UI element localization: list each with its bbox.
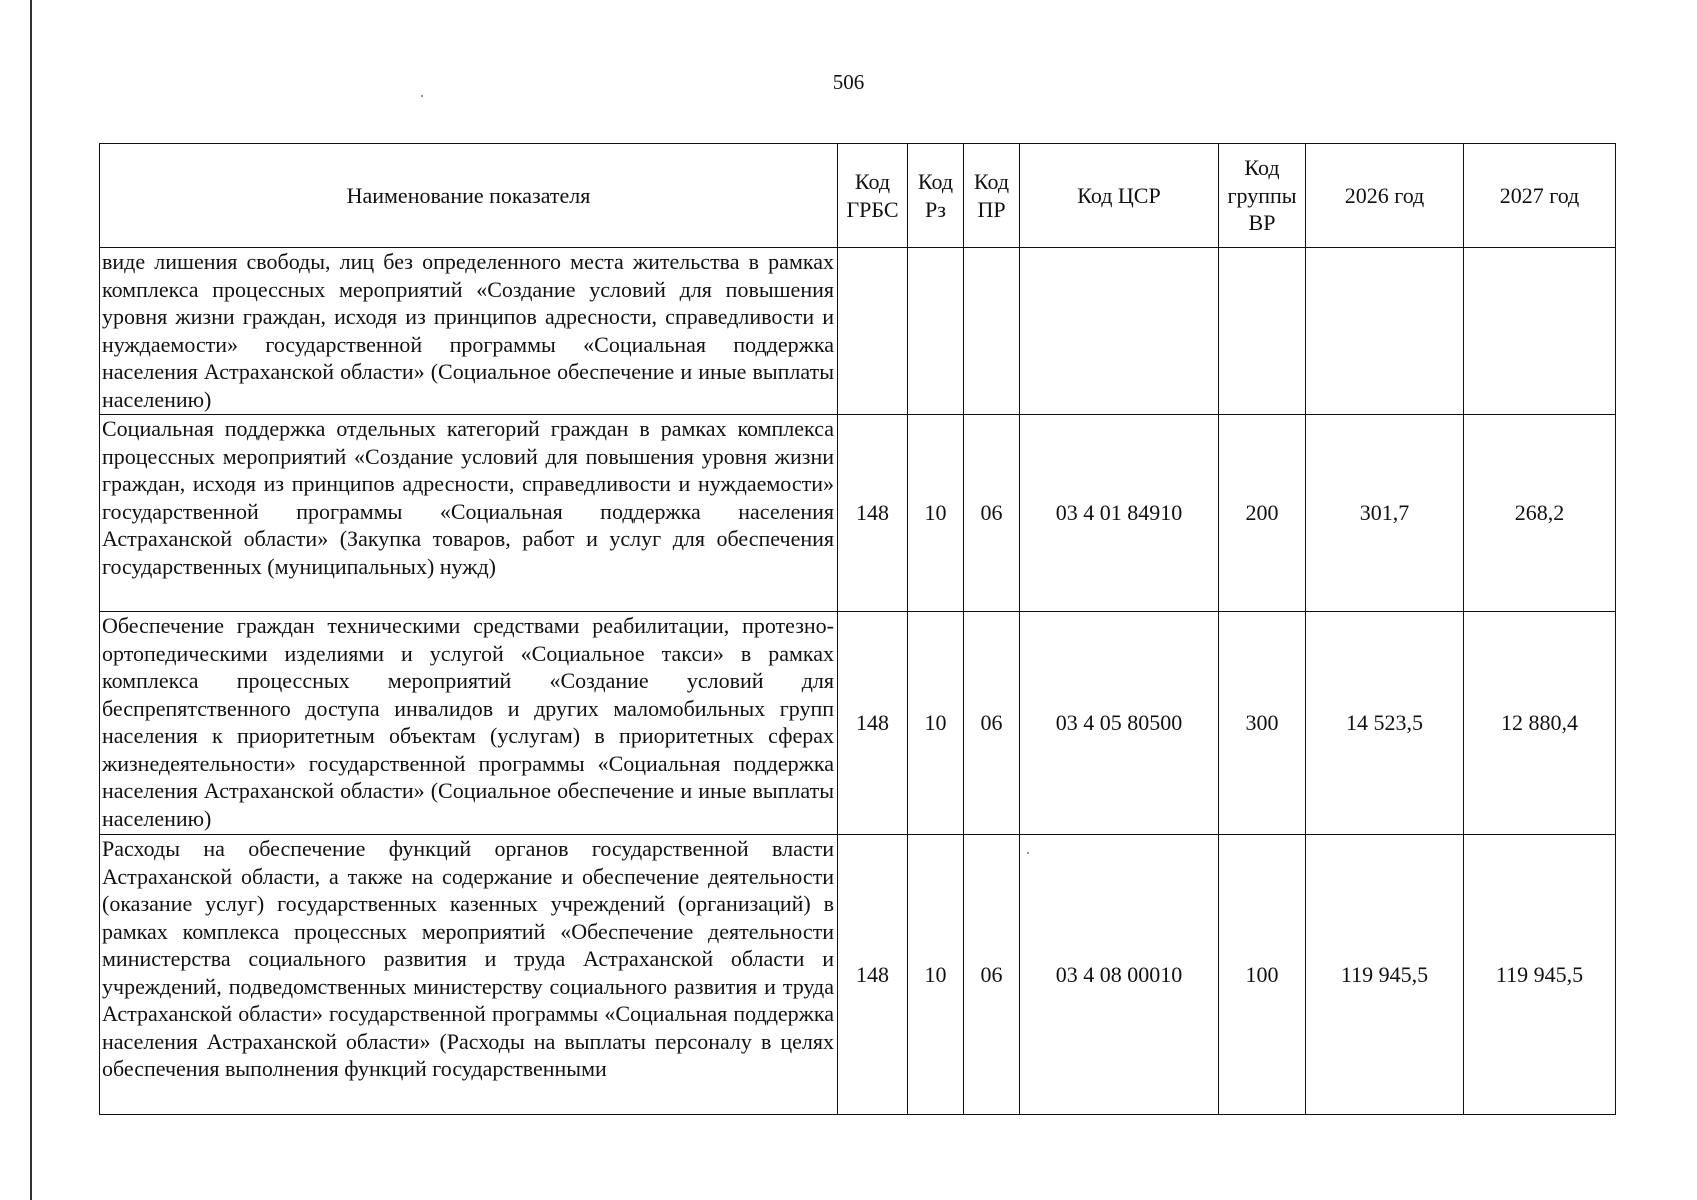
header-vr: Код группы ВР — [1219, 144, 1306, 248]
table-row — [100, 248, 1616, 415]
grbs-cell: 148 — [838, 415, 908, 612]
row-name-cell: Расходы на обеспечение функций органов государственной власти Астраханской области, а также на содержание и обеспечение деятельности (оказание услуг) государственных казенных учреждений (организаций) в рамках комплекса процессных мероприятий «Обеспечение деятельности министерства социального развития и труда Астраханской области и учреждений, подведомственных министерству социального развития и труда Астраханской области» государственной программы «Социальная поддержка населения Астраханской области» (Расходы на выплаты персоналу в целях обеспечения выполнения функций государственными — [100, 835, 838, 1115]
row-name-cell: Обеспечение граждан техническими средствами реабилитации, протезно-ортопедическими изделиями и услугой «Социальное такси» в рамках комплекса процессных мероприятий «Создание условий для беспрепятственного доступа инвалидов и других маломобильных групп населения к приоритетным объектам (услугам) в приоритетных сферах жизнедеятельности» государственной программы «Социальная поддержка населения Астраханской области» (Социальное обеспечение и иные выплаты населению) — [100, 612, 838, 835]
header-csr: Код ЦСР — [1020, 144, 1219, 248]
amount-2027-cell: 119 945,5 — [1464, 835, 1616, 1115]
vr-cell: 100 — [1219, 835, 1306, 1115]
pr-cell — [964, 248, 1020, 415]
csr-cell: 03 4 08 00010 — [1020, 835, 1219, 1115]
scan-speck — [421, 95, 423, 97]
header-rz: Код Рз — [908, 144, 964, 248]
amount-2026-cell: 119 945,5 — [1306, 835, 1464, 1115]
vr-cell — [1219, 248, 1306, 415]
rz-cell: 10 — [908, 612, 964, 835]
row-name-cell: виде лишения свободы, лиц без определенного места жительства в рамках комплекса процессных мероприятий «Создание условий для повышения уровня жизни граждан, исходя из принципов адресности, справедливости и нуждаемости» государственной программы «Социальная поддержка населения Астраханской области» (Социальное обеспечение и иные выплаты населению) — [100, 248, 838, 415]
table-row — [100, 612, 1616, 835]
table-row — [100, 415, 1616, 612]
vr-cell: 200 — [1219, 415, 1306, 612]
csr-cell — [1020, 248, 1219, 415]
amount-2027-cell — [1464, 248, 1616, 415]
header-2026: 2026 год — [1306, 144, 1464, 248]
amount-2027-cell: 268,2 — [1464, 415, 1616, 612]
grbs-cell: 148 — [838, 835, 908, 1115]
amount-2026-cell — [1306, 248, 1464, 415]
table-header-row — [100, 144, 1616, 248]
amount-2027-cell: 12 880,4 — [1464, 612, 1616, 835]
csr-cell: 03 4 01 84910 — [1020, 415, 1219, 612]
amount-2026-cell: 14 523,5 — [1306, 612, 1464, 835]
amount-2026-cell: 301,7 — [1306, 415, 1464, 612]
header-2027: 2027 год — [1464, 144, 1616, 248]
vr-cell: 300 — [1219, 612, 1306, 835]
pr-cell: 06 — [964, 415, 1020, 612]
csr-cell: 03 4 05 80500 — [1020, 612, 1219, 835]
table-row — [100, 835, 1616, 1115]
page-number: 506 — [832, 70, 865, 94]
grbs-cell: 148 — [838, 612, 908, 835]
header-pr: Код ПР — [964, 144, 1020, 248]
rz-cell: 10 — [908, 415, 964, 612]
budget-table — [99, 143, 1616, 1115]
pr-cell: 06 — [964, 612, 1020, 835]
pr-cell: 06 — [964, 835, 1020, 1115]
rz-cell — [908, 248, 964, 415]
header-name: Наименование показателя — [100, 144, 838, 248]
header-grbs: Код ГРБС — [838, 144, 908, 248]
grbs-cell — [838, 248, 908, 415]
row-name-cell: Социальная поддержка отдельных категорий граждан в рамках комплекса процессных мероприятий «Создание условий для повышения уровня жизни граждан, исходя из принципов адресности, справедливости и нуждаемости» государственной программы «Социальная поддержка населения Астраханской области» (Закупка товаров, работ и услуг для обеспечения государственных (муниципальных) нужд) — [100, 415, 838, 612]
rz-cell: 10 — [908, 835, 964, 1115]
binding-margin-line — [30, 0, 32, 1200]
